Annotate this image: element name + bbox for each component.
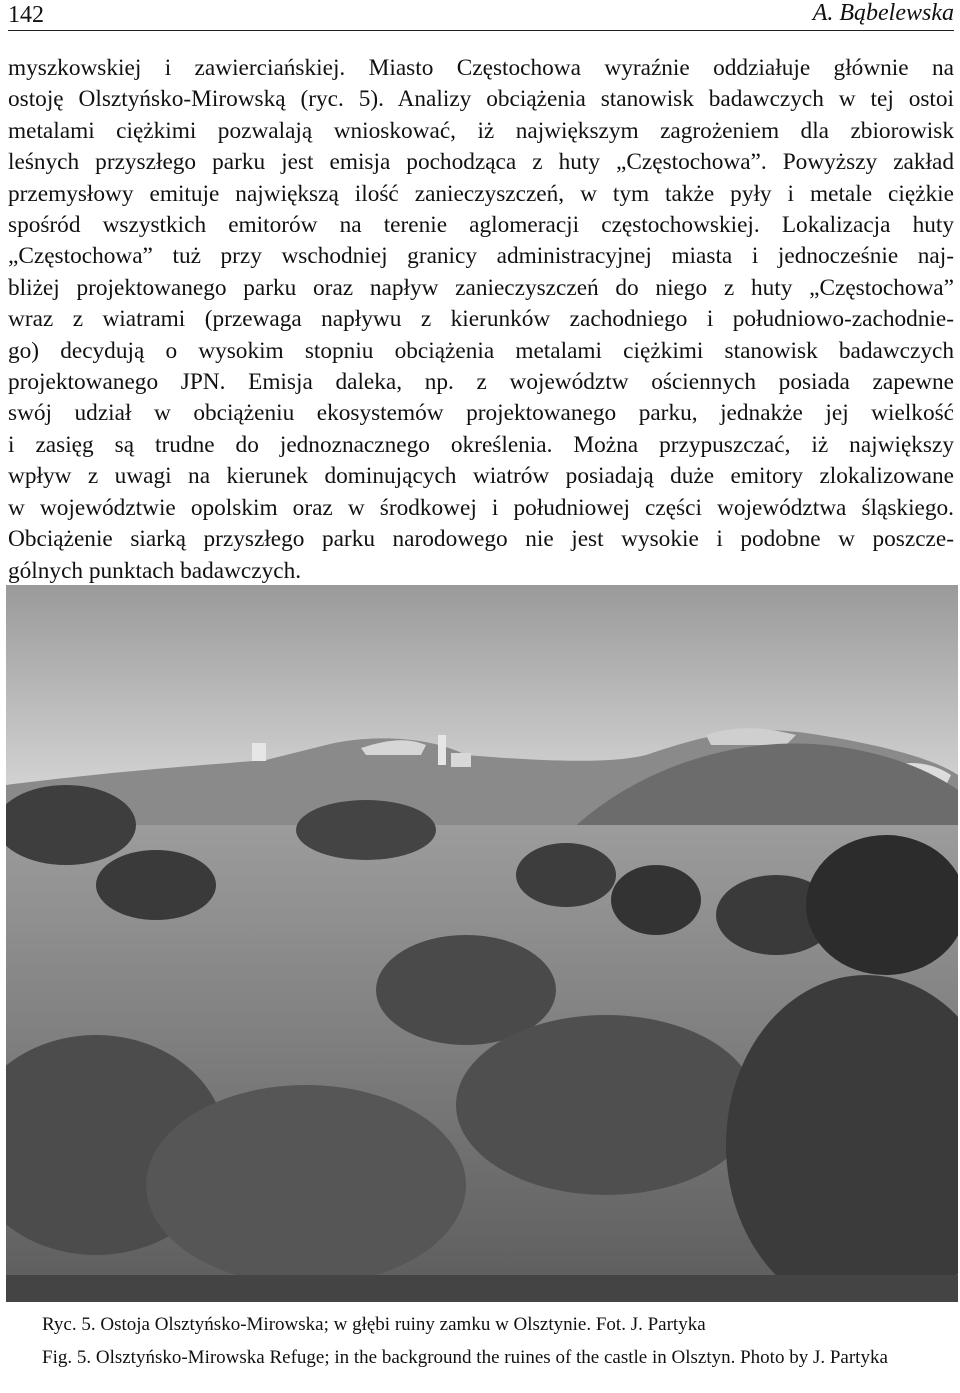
text-line: wraz z wiatrami (przewaga napływu z kierunków zachodniego i południowo-zachodnie- (8, 306, 954, 333)
text-line: Obciążenie siarką przyszłego parku narodowego nie jest wysokie i podobne w poszcze- (8, 526, 954, 553)
text-line: go) decydują o wysokim stopniu obciążenia metalami ciężkimi stanowisk badawczych (8, 337, 954, 364)
text-line: projektowanego JPN. Emisja daleka, np. z województw ościennych posiada zapewne (8, 369, 954, 396)
text-line: spośród wszystkich emitorów na terenie aglomeracji częstochowskiej. Lokalizacja huty (8, 212, 954, 239)
page-number: 142 (8, 2, 44, 28)
text-line: „Częstochowa” tuż przy wschodniej granicy administracyjnej miasta i jednocześnie naj- (8, 243, 954, 270)
text-line: i zasięg są trudne do jednoznacznego określenia. Można przypuszczać, iż największy (8, 431, 954, 458)
running-head: A. Bąbelewska (812, 0, 954, 26)
text-line: wpływ z uwagi na kierunek dominujących wiatrów posiadają duże emitory zlokalizowane (8, 463, 954, 490)
text-line: gólnych punktach badawczych. (8, 557, 302, 584)
text-line: ostoję Olsztyńsko-Mirowską (ryc. 5). Analizy obciążenia stanowisk badawczych w tej ostoi (8, 86, 954, 113)
text-line: leśnych przyszłego parku jest emisja pochodząca z huty „Częstochowa”. Powyższy zakład (8, 149, 954, 176)
text-line: swój udział w obciążeniu ekosystemów projektowanego parku, jednakże jej wielkość (8, 400, 954, 427)
text-line: przemysłowy emituje największą ilość zanieczyszczeń, w tym także pyły i metale ciężkie (8, 180, 954, 207)
landscape-photo (6, 585, 958, 1302)
text-line: myszkowskiej i zawierciańskiej. Miasto Częstochowa wyraźnie oddziałuje głównie na (8, 55, 954, 81)
page-header (8, 0, 954, 31)
text-line: w województwie opolskim oraz w środkowej i południowej części województwa śląskiego. (8, 494, 954, 521)
figure-caption-polish: Ryc. 5. Ostoja Olsztyńsko-Mirowska; w głębi ruiny zamku w Olsztynie. Fot. J. Partyka (42, 1314, 706, 1335)
text-line: metalami ciężkimi pozwalają wnioskować, iż największym zagrożeniem dla zbiorowisk (8, 117, 954, 144)
body-paragraph (8, 53, 954, 587)
figure-caption-english: Fig. 5. Olsztyńsko-Mirowska Refuge; in the background the ruines of the castle in Olsztyn. Photo by J. Partyka (42, 1347, 888, 1368)
text-line: bliżej projektowanego parku oraz napływ zanieczyszczeń do niego z huty „Częstochowa” (8, 274, 954, 301)
